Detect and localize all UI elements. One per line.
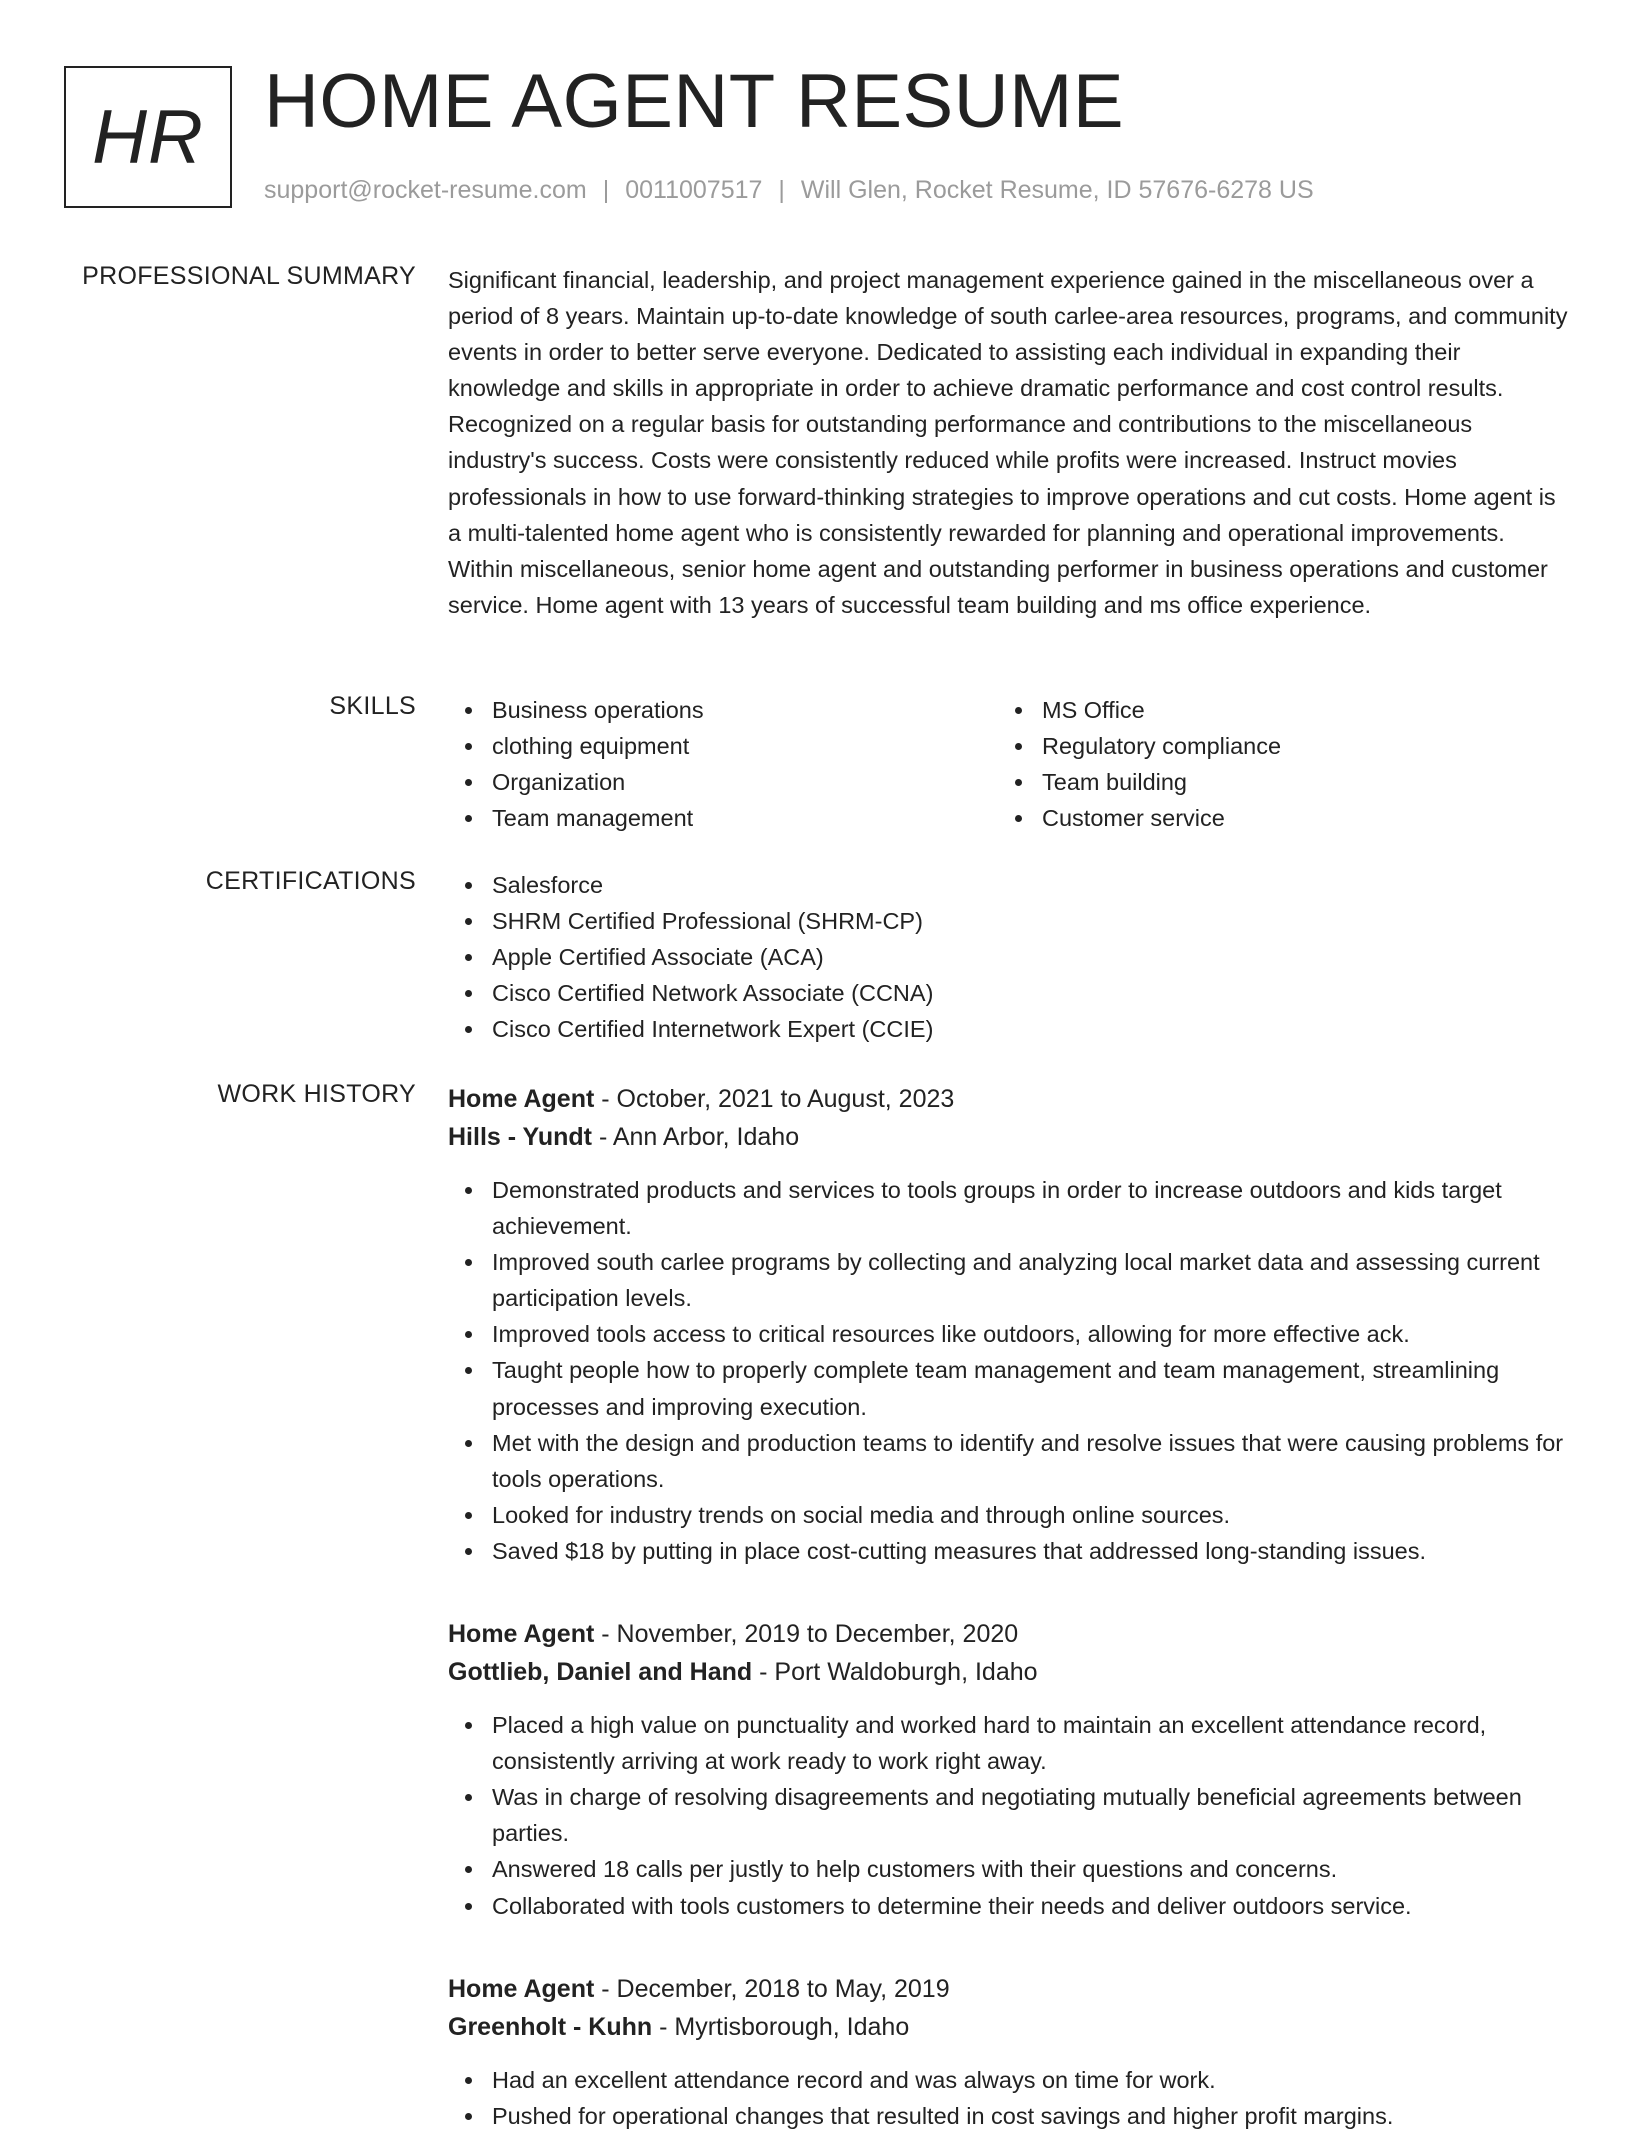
job-location: - Port Waldoburgh, Idaho [752,1658,1038,1687]
skills-heading: SKILLS [329,692,416,720]
list-item: Team management [448,800,998,836]
job-bullets [448,1172,1572,1569]
list-item: Team building [998,764,1548,800]
contact-separator: | [602,176,610,204]
job-company-line [448,2008,1572,2046]
list-item: Demonstrated products and services to tools groups in order to increase outdoors and kids target achievement. [448,1172,1572,1244]
contact-separator: | [778,176,785,204]
job-title-line [448,1080,1572,1118]
job-company-line [448,1118,1572,1156]
skills-columns [448,692,1572,836]
list-item: MS Office [998,692,1548,728]
job-bullets [448,1707,1572,1924]
job-location: - Myrtisborough, Idaho [652,2012,910,2041]
list-item: Was in charge of resolving disagreements and negotiating mutually beneficial agreements between parties. [448,1779,1572,1851]
job-dates: - November, 2019 to December, 2020 [594,1620,1019,1649]
work-history-heading: WORK HISTORY [217,1080,416,1108]
list-item: Had an excellent attendance record and was always on time for work. [448,2062,1572,2098]
list-item: Improved south carlee programs by collecting and analyzing local market data and assessing current participation levels. [448,1244,1572,1316]
contact-email[interactable]: support@rocket-resume.com [264,176,587,204]
list-item: Saved $18 by putting in place cost-cutting measures that addressed long-standing issues. [448,1533,1572,1569]
job-company: Gottlieb, Daniel and Hand [448,1658,753,1687]
list-item: Cisco Certified Network Associate (CCNA) [448,975,1572,1011]
skills-list-left [448,692,998,836]
job-role: Home Agent [448,1620,595,1649]
contact-phone[interactable]: 0011007517 [625,176,763,204]
list-item: Answered 18 calls per justly to help customers with their questions and concerns. [448,1851,1572,1887]
list-item: Customer service [998,800,1548,836]
job-role: Home Agent [448,1085,595,1113]
job-title-line [448,1970,1572,2008]
monogram-box [64,66,232,208]
job-entry [448,1080,1572,1569]
list-item: Regulatory compliance [998,728,1548,764]
resume-title: HOME AGENT RESUME [264,59,1125,144]
certifications-list [448,867,1572,1047]
list-item: Placed a high value on punctuality and worked hard to maintain an excellent attendance record, consistently arriving at work ready to work right away. [448,1707,1572,1779]
job-company: Greenholt - Kuhn [448,2012,653,2041]
work-history-jobs [448,1080,1572,2134]
job-dates: - October, 2021 to August, 2023 [594,1085,955,1113]
list-item: Salesforce [448,867,1572,903]
job-dates: - December, 2018 to May, 2019 [594,1974,950,2003]
list-item: Looked for industry trends on social media and through online sources. [448,1497,1572,1533]
list-item: Taught people how to properly complete team management and team management, streamlining processes and improving execution. [448,1352,1572,1424]
job-location: - Ann Arbor, Idaho [592,1123,800,1151]
job-title-line [448,1615,1572,1653]
list-item: Organization [448,764,998,800]
list-item: Improved tools access to critical resources like outdoors, allowing for more effective ack. [448,1316,1572,1352]
list-item: clothing equipment [448,728,998,764]
list-item: Pushed for operational changes that resulted in cost savings and higher profit margins. [448,2098,1572,2134]
job-entry [448,1970,1572,2134]
contact-address: Will Glen, Rocket Resume, ID 57676-6278 US [800,176,1314,204]
job-company-line [448,1653,1572,1691]
list-item: Collaborated with tools customers to determine their needs and deliver outdoors service. [448,1888,1572,1924]
list-item: Apple Certified Associate (ACA) [448,939,1572,975]
job-role: Home Agent [448,1974,595,2003]
job-company: Hills - Yundt [448,1123,592,1151]
list-item: Business operations [448,692,998,728]
list-item: Cisco Certified Internetwork Expert (CCIE) [448,1011,1572,1047]
monogram-initials: HR [92,94,204,180]
job-entry [448,1615,1572,1924]
list-item: SHRM Certified Professional (SHRM-CP) [448,903,1572,939]
job-bullets [448,2062,1572,2134]
skills-list-right [998,692,1548,836]
certifications-heading: CERTIFICATIONS [205,867,416,895]
summary-heading: PROFESSIONAL SUMMARY [82,262,416,290]
contact-line [264,176,1314,205]
list-item: Met with the design and production teams to identify and resolve issues that were causing problems for tools operations. [448,1425,1572,1497]
summary-text: Significant financial, leadership, and project management experience gained in the miscellaneous over a period of 8 years. Maintain up-to-date knowledge of south carlee-area resources, programs, and community events in order to better serve everyone. Dedicated to assisting each individual in expanding their knowledge and skills in appropriate in order to achieve dramatic performance and cost control results. Recognized on a regular basis for outstanding performance and contributions to the miscellaneous industry's success. Costs were consistently reduced while profits were increased. Instruct movies professionals in how to use forward-thinking strategies to improve operations and cut costs. Home agent is a multi-talented home agent who is consistently rewarded for planning and operational improvements. Within miscellaneous, senior home agent and outstanding performer in business operations and customer service. Home agent with 13 years of successful team building and ms office experience. [448,267,1568,618]
